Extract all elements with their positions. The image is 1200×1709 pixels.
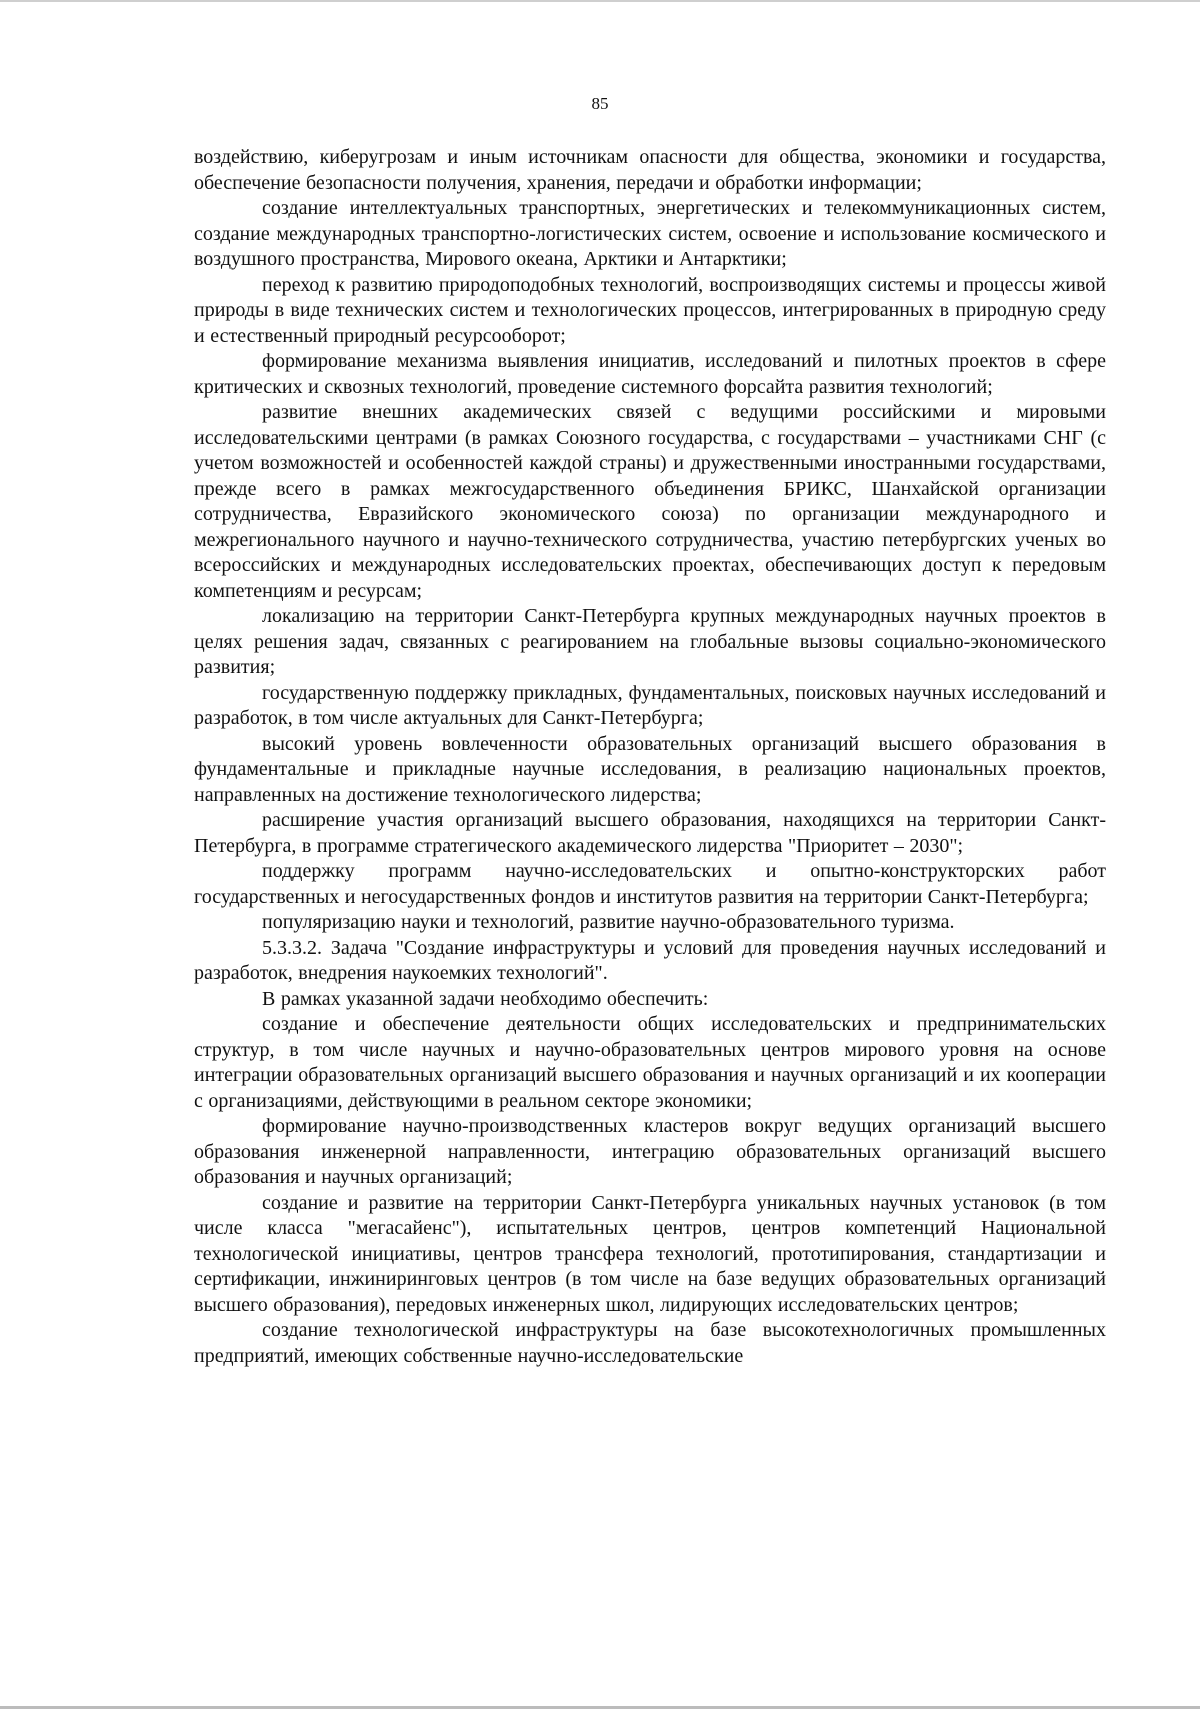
paragraph: популяризацию науки и технологий, развитие научно-образовательного туризма. — [262, 911, 955, 933]
paragraph: развитие внешних академических связей с ведущими российскими и мировыми исследовательскими центрами (в рамках Союзного государства, с государствами – участниками СНГ (с учетом возможностей и особенностей каждой страны) и дружественными иностранными государствами, прежде всего в рамках межгосударственного объединения БРИКС, Шанхайской организации сотрудничества, Евразийского экономического союза) по организации международного и межрегионального научного и научно-технического сотрудничества, участию петербургских ученых во всероссийских и международных исследовательских проектах, обеспечивающих доступ к передовым компетенциям и ресурсам; — [194, 401, 1106, 602]
paragraph: расширение участия организаций высшего образования, находящихся на территории Санкт-Петербурга, в программе стратегического академического лидерства "Приоритет – 2030"; — [194, 809, 1106, 857]
paragraph: создание и обеспечение деятельности общих исследовательских и предпринимательских структур, в том числе научных и научно-образовательных центров мирового уровня на основе интеграции образовательных организаций высшего образования и научных организаций и их кооперации с организациями, действующими в реальном секторе экономики; — [194, 1013, 1106, 1112]
paragraph: поддержку программ научно-исследовательских и опытно-конструкторских работ государственных и негосударственных фондов и институтов развития на территории Санкт-Петербурга; — [194, 860, 1106, 908]
document-body — [194, 145, 1106, 1369]
paragraph: государственную поддержку прикладных, фундаментальных, поисковых научных исследований и разработок, в том числе актуальных для Санкт-Петербурга; — [194, 681, 1106, 729]
scan-edge-top — [0, 0, 1200, 2]
section-heading: 5.3.3.2. Задача "Создание инфраструктуры и условий для проведения научных исследований и разработок, внедрения наукоемких технологий". — [194, 936, 1106, 984]
paragraph: В рамках указанной задачи необходимо обеспечить: — [262, 987, 709, 1010]
paragraph: создание технологической инфраструктуры на базе высокотехнологичных промышленных предприятий, имеющих собственные научно-исследовательские — [194, 1319, 1106, 1367]
paragraph: формирование научно-производственных кластеров вокруг ведущих организаций высшего образования инженерной направленности, интеграцию образовательных организаций высшего образования и научных организаций; — [194, 1115, 1106, 1188]
paragraph: воздействию, киберугрозам и иным источникам опасности для общества, экономики и государства, обеспечение безопасности получения, хранения, передачи и обработки информации; — [194, 146, 1106, 194]
paragraph: создание и развитие на территории Санкт-Петербурга уникальных научных установок (в том числе класса "мегасайенс"), испытательных центров, центров компетенций Национальной технологической инициативы, центров трансфера технологий, прототипирования, стандартизации и сертификации, инжиниринговых центров (в том числе на базе ведущих образовательных организаций высшего образования), передовых инженерных школ, лидирующих исследовательских центров; — [194, 1191, 1106, 1316]
page-number: 85 — [591, 94, 609, 113]
paragraph: локализацию на территории Санкт-Петербурга крупных международных научных проектов в целях решения задач, связанных с реагированием на глобальные вызовы социально-экономического развития; — [194, 605, 1106, 678]
paragraph: высокий уровень вовлеченности образовательных организаций высшего образования в фундаментальные и прикладные научные исследования, в реализацию национальных проектов, направленных на достижение технологического лидерства; — [194, 732, 1106, 806]
paragraph: переход к развитию природоподобных технологий, воспроизводящих системы и процессы живой природы в виде технических систем и технологических процессов, интегрированных в природную среду и естественный природный ресурсооборот; — [194, 273, 1106, 347]
paragraph: создание интеллектуальных транспортных, энергетических и телекоммуникационных систем, создание международных транспортно-логистических систем, освоение и использование космического и воздушного пространства, Мирового океана, Арктики и Антарктики; — [194, 197, 1106, 270]
paragraph: формирование механизма выявления инициатив, исследований и пилотных проектов в сфере критических и сквозных технологий, проведение системного форсайта развития технологий; — [194, 350, 1106, 398]
